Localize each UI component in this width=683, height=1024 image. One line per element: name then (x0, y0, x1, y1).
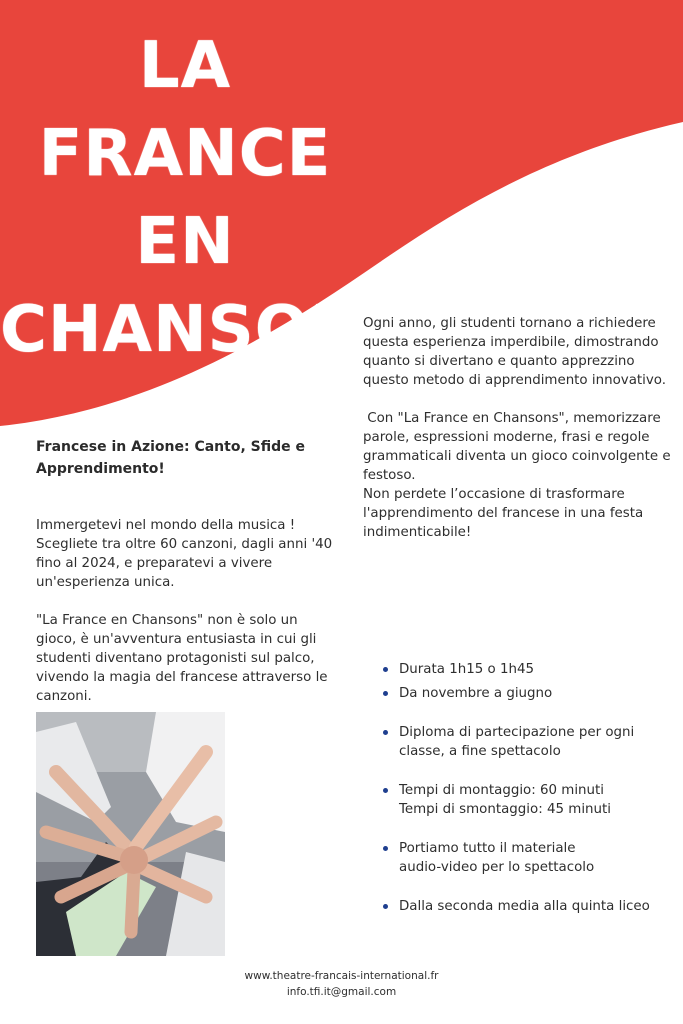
section-subtitle: Francese in Azione: Canto, Sfide e Apprendimento! (36, 439, 305, 477)
title-line-2: EN (135, 205, 235, 279)
title-line-1: LA FRANCE (38, 29, 332, 191)
list-item: Portiamo tutto il materiale audio-video per lo spettacolo (383, 839, 683, 877)
email-link[interactable]: info.tfi.it@gmail.com (286, 986, 397, 998)
list-item: Durata 1h15 o 1h45 (383, 660, 683, 679)
list-item: Tempi di montaggio: 60 minuti Tempi di smontaggio: 45 minuti (383, 781, 683, 819)
bullet-icon (383, 904, 388, 909)
website-link[interactable]: www.theatre-francais-international.fr (244, 970, 439, 982)
bullet-icon (383, 846, 388, 851)
list-item: Diploma di partecipazione per ogni classe, a fine spettacolo (383, 723, 683, 761)
description-paragraph: Immergetevi nel mondo della musica ! Scegliete tra oltre 60 canzoni, dagli anni '40 fino al 2024, e preparatevi a vivere un'esperienza unica. "La France en Chansons" non è solo un gioco, è un'avventura entusiasta in cui gli studenti diventano protagonisti sul palco, vivendo la magia del francese attraverso le canzoni. (36, 518, 333, 704)
features-list (383, 660, 683, 916)
poster-title (0, 22, 412, 374)
title-line-3: CHANSONS (0, 293, 412, 367)
bullet-icon (383, 667, 388, 672)
bullet-icon (383, 788, 388, 793)
intro-paragraph: Ogni anno, gli studenti tornano a richiedere questa esperienza imperdibile, dimostrando quanto si divertano e quanto apprezzino questo metodo di apprendimento innovativo. Con "La France en Chansons", memorizzare parole, espressioni moderne, frasi e regole grammaticali diventa un gioco coinvolgente e festoso. Non perdete l’occasione di trasformare l'apprendimento del francese in una festa indimenticabile! (363, 316, 671, 540)
list-item: Dalla seconda media alla quinta liceo (383, 897, 683, 916)
contact-footer (0, 968, 683, 1000)
students-hands-photo (36, 712, 225, 956)
bullet-icon (383, 691, 388, 696)
list-item: Da novembre a giugno (383, 684, 683, 703)
bullet-icon (383, 730, 388, 735)
